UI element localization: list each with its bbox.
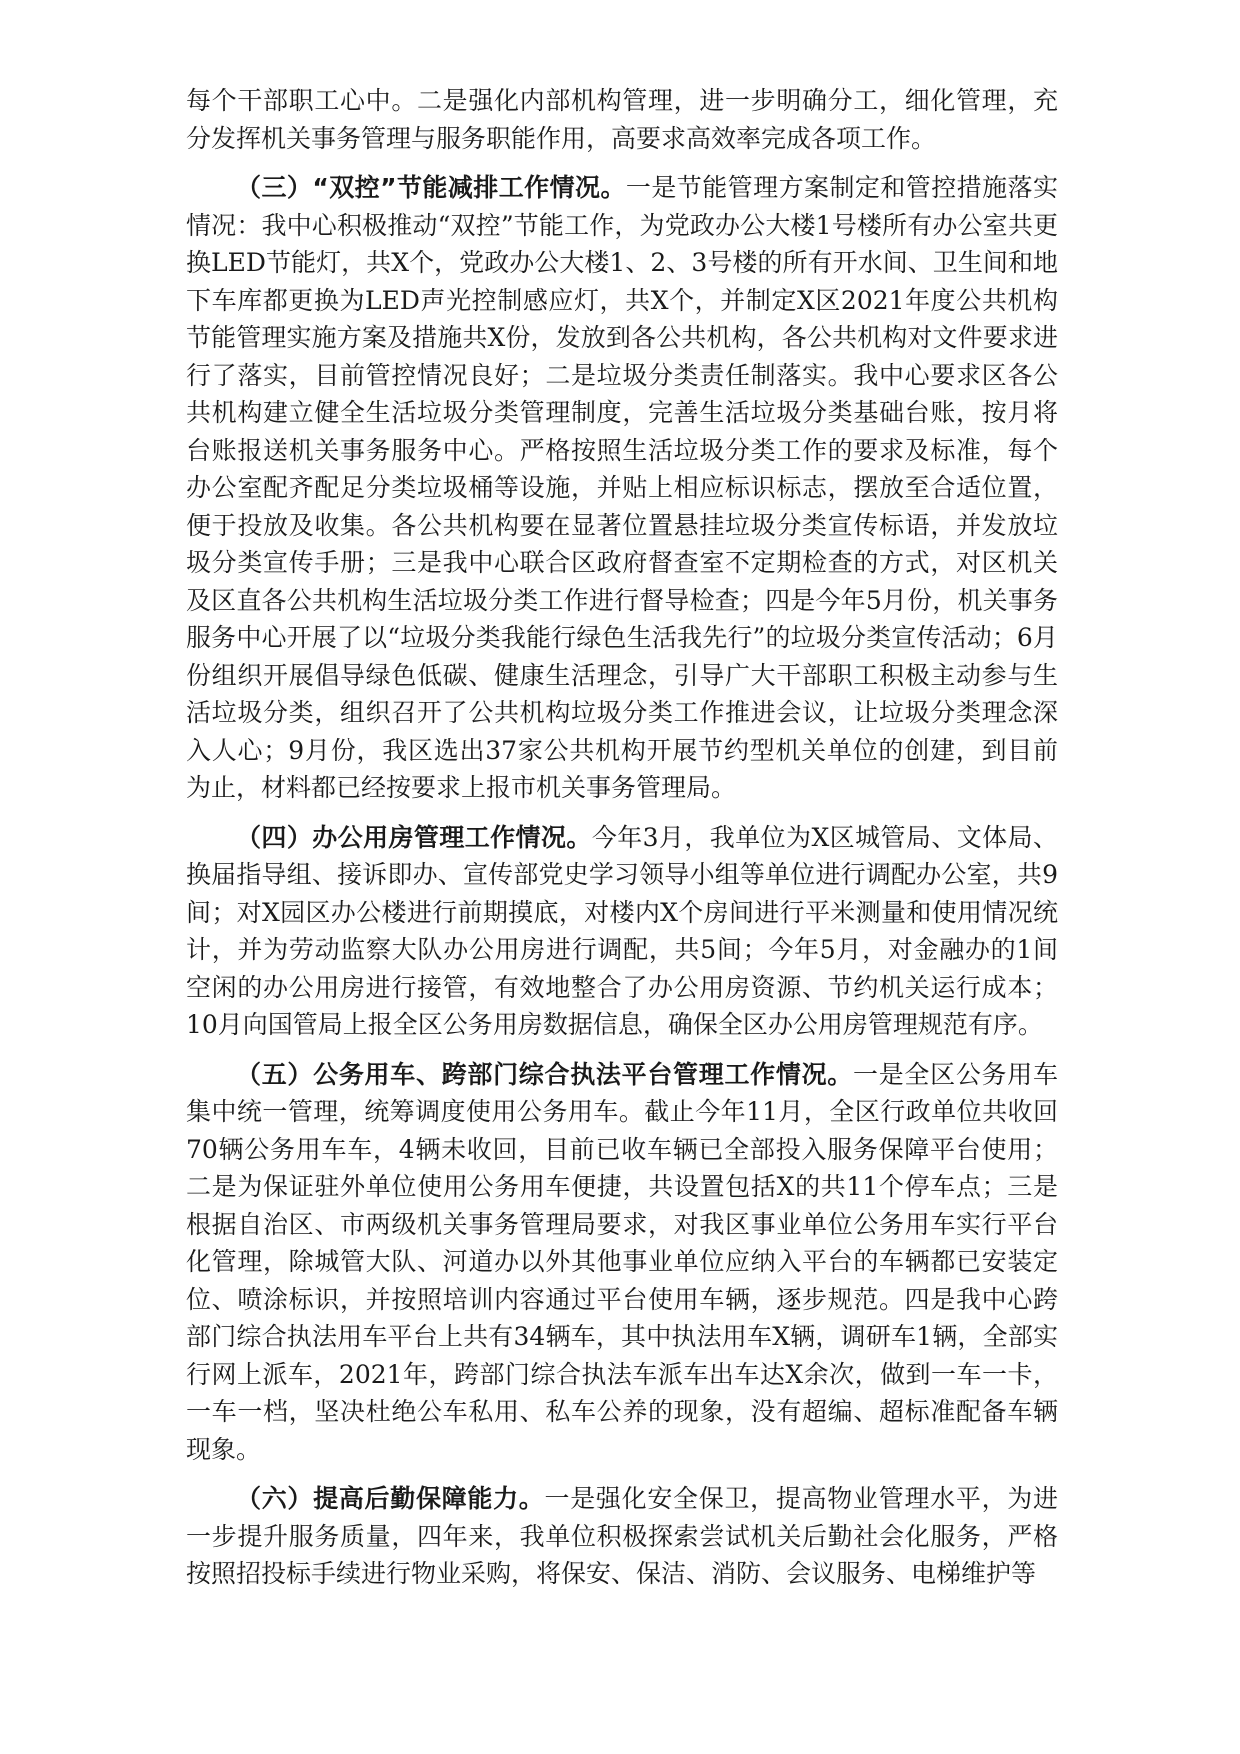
paragraph-section-6 [186,1480,1058,1593]
paragraph-section-5 [186,1056,1058,1469]
section-heading: （三）“双控”节能减排工作情况。 [236,173,626,202]
paragraph-text: 一是强化安全保卫，提高物业管理水平，为进一步提升服务质量，四年来，我单位积极探索尝试机关后勤社会化服务，严格按照招投标手续进行物业采购，将保安、保洁、消防、会议服务、电梯维护等 [186,1484,1058,1588]
paragraph-continuation [186,82,1058,157]
paragraph-text: 一是节能管理方案制定和管控措施落实情况：我中心积极推动“双控”节能工作，为党政办公大楼1号楼所有办公室共更换LED节能灯，共X个，党政办公大楼1、2、3号楼的所有开水间、卫生间和地下车库都更换为LED声光控制感应灯，共X个，并制定X区2021年度公共机构节能管理实施方案及措施共X份，发放到各公共机构，各公共机构对文件要求进行了落实，目前管控情况良好；二是垃圾分类责任制落实。我中心要求区各公共机构建立健全生活垃圾分类管理制度，完善生活垃圾分类基础台账，按月将台账报送机关事务服务中心。严格按照生活垃圾分类工作的要求及标准，每个办公室配齐配足分类垃圾桶等设施，并贴上相应标识标志，摆放至合适位置，便于投放及收集。各公共机构要在显著位置悬挂垃圾分类宣传标语，并发放垃圾分类宣传手册；三是我中心联合区政府督查室不定期检查的方式，对区机关及区直各公共机构生活垃圾分类工作进行督导检查；四是今年5月份，机关事务服务中心开展了以“垃圾分类我能行绿色生活我先行”的垃圾分类宣传活动；6月份组织开展倡导绿色低碳、健康生活理念，引导广大干部职工积极主动参与生活垃圾分类，组织召开了公共机构垃圾分类工作推进会议，让垃圾分类理念深入人心；9月份，我区选出37家公共机构开展节约型机关单位的创建，到目前为止，材料都已经按要求上报市机关事务管理局。 [186,173,1058,802]
paragraph-section-3 [186,169,1058,807]
document-page [186,82,1058,1605]
paragraph-text: 一是全区公务用车集中统一管理，统筹调度使用公务用车。截止今年11月，全区行政单位共收回70辆公务用车车，4辆未收回，目前已收车辆已全部投入服务保障平台使用；二是为保证驻外单位使用公务用车便捷，共设置包括X的共11个停车点；三是根据自治区、市两级机关事务管理局要求，对我区事业单位公务用车实行平台化管理，除城管大队、河道办以外其他事业单位应纳入平台的车辆都已安装定位、喷涂标识，并按照培训内容通过平台使用车辆，逐步规范。四是我中心跨部门综合执法用车平台上共有34辆车，其中执法用车X辆，调研车1辆，全部实行网上派车，2021年，跨部门综合执法车派车出车达X余次，做到一车一卡，一车一档，坚决杜绝公车私用、私车公养的现象，没有超编、超标准配备车辆现象。 [186,1059,1058,1464]
section-heading: （六）提高后勤保障能力。 [236,1484,545,1513]
section-heading: （四）办公用房管理工作情况。 [236,822,592,852]
paragraph-text: 今年3月，我单位为X区城管局、文体局、换届指导组、接诉即办、宣传部党史学习领导小组等单位进行调配办公室，共9间；对X园区办公楼进行前期摸底，对楼内X个房间进行平米测量和使用情况统计，并为劳动监察大队办公用房进行调配，共5间；今年5月，对金融办的1间空闲的办公用房进行接管，有效地整合了办公用房资源、节约机关运行成本；10月向国管局上报全区公务用房数据信息，确保全区办公用房管理规范有序。 [186,822,1058,1039]
paragraph-section-4 [186,819,1058,1044]
paragraph-text: 每个干部职工心中。二是强化内部机构管理，进一步明确分工，细化管理，充分发挥机关事务管理与服务职能作用，高要求高效率完成各项工作。 [186,86,1058,153]
section-heading: （五）公务用车、跨部门综合执法平台管理工作情况。 [236,1059,854,1089]
